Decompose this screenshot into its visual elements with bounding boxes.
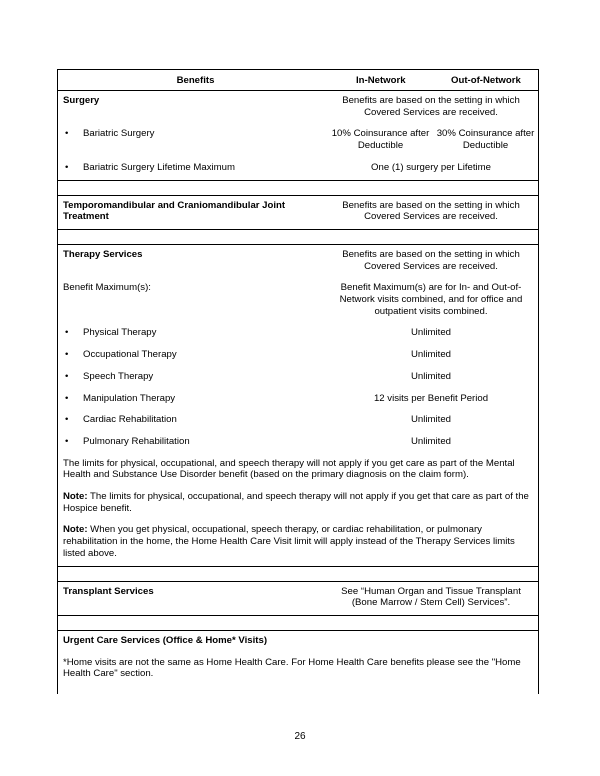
transplant-title: Transplant Services xyxy=(63,585,154,597)
benefit-value: Unlimited xyxy=(411,327,451,339)
benefits-table xyxy=(57,69,539,694)
benefit-label: Cardiac Rehabilitation xyxy=(83,414,177,426)
benefit-label: Manipulation Therapy xyxy=(83,392,176,404)
note-label: Note: xyxy=(63,524,88,536)
list-item xyxy=(58,436,538,448)
benefit-label: Pulmonary Rehabilitation xyxy=(83,435,190,447)
table-header xyxy=(58,69,538,90)
note-label: Note: xyxy=(63,491,88,503)
list-item xyxy=(58,162,538,174)
therapy-section xyxy=(58,244,538,566)
benefit-value: 12 visits per Benefit Period xyxy=(373,392,489,404)
in-network-value: 10% Coinsurance after Deductible xyxy=(331,128,430,152)
urgent-care-section xyxy=(58,630,538,686)
bullet-icon: • xyxy=(65,370,69,382)
benefit-label: Bariatric Surgery Lifetime Maximum xyxy=(83,161,235,173)
spacer-row xyxy=(58,180,538,195)
benefit-value: Unlimited xyxy=(411,414,451,426)
surgery-section xyxy=(58,90,538,180)
benefit-label: Physical Therapy xyxy=(83,327,157,339)
spacer-row xyxy=(58,566,538,581)
benefit-value: Unlimited xyxy=(411,435,451,447)
benefit-max-label: Benefit Maximum(s): xyxy=(63,282,151,294)
list-item xyxy=(58,128,538,151)
list-item xyxy=(58,414,538,426)
header-out-of-network: Out-of-Network xyxy=(451,75,521,86)
urgent-care-title: Urgent Care Services (Office & Home* Visits) xyxy=(63,634,268,646)
therapy-title: Therapy Services xyxy=(63,248,143,260)
spacer-row xyxy=(58,615,538,630)
header-benefits: Benefits xyxy=(176,75,215,86)
bullet-icon: • xyxy=(65,128,69,140)
header-in-network: In-Network xyxy=(356,75,406,86)
spacer-row xyxy=(58,229,538,244)
benefit-label: Speech Therapy xyxy=(83,370,154,382)
note-text: When you get physical, occupational, speech therapy, or cardiac rehabilitation, or pulmonary rehabilitation in the home, the Home Health Care Visit limit will apply instead of the Therapy Services limits listed above. xyxy=(63,524,515,559)
bullet-icon: • xyxy=(65,327,69,339)
transplant-note: See “Human Organ and Tissue Transplant (Bone Marrow / Stem Cell) Services”. xyxy=(341,585,521,609)
page-number: 26 xyxy=(294,731,306,742)
benefit-label: Bariatric Surgery xyxy=(83,128,155,140)
surgery-title: Surgery xyxy=(63,95,100,106)
list-item xyxy=(58,349,538,361)
therapy-note-home xyxy=(58,524,538,559)
therapy-paragraph: The limits for physical, occupational, and speech therapy will not apply if you get care as part of the Mental Health and Substance Use Disorder benefit (based on the primary diagnosis on the claim form). xyxy=(63,457,515,481)
bullet-icon: • xyxy=(65,392,69,404)
bullet-icon: • xyxy=(65,435,69,447)
bullet-icon: • xyxy=(65,349,69,361)
out-of-network-value: 30% Coinsurance after Deductible xyxy=(436,128,535,152)
therapy-note-hospice xyxy=(58,491,538,514)
tmj-note: Benefits are based on the setting in which Covered Services are received. xyxy=(342,199,520,223)
list-item xyxy=(58,371,538,383)
bullet-icon: • xyxy=(65,161,69,173)
list-item xyxy=(58,327,538,339)
benefit-max-value: Benefit Maximum(s) are for In- and Out-of-Network visits combined, and for office and outpatient visits combined. xyxy=(339,282,523,317)
benefit-value: Unlimited xyxy=(411,370,451,382)
benefit-label: Occupational Therapy xyxy=(83,349,177,361)
note-text: The limits for physical, occupational, and speech therapy will not apply if you get that care as part of the Hospice benefit. xyxy=(63,491,529,514)
benefit-value: Unlimited xyxy=(411,349,451,361)
tmj-section xyxy=(58,195,538,229)
benefit-value: One (1) surgery per Lifetime xyxy=(371,161,491,173)
tmj-title: Temporomandibular and Craniomandibular Joint Treatment xyxy=(63,199,286,223)
transplant-section xyxy=(58,581,538,615)
list-item xyxy=(58,393,538,405)
bullet-icon: • xyxy=(65,414,69,426)
therapy-note: Benefits are based on the setting in which Covered Services are received. xyxy=(342,248,520,272)
urgent-care-note: *Home visits are not the same as Home Health Care. For Home Health Care benefits please see the "Home Health Care" section. xyxy=(63,656,521,680)
surgery-note: Benefits are based on the setting in which Covered Services are received. xyxy=(342,95,520,118)
